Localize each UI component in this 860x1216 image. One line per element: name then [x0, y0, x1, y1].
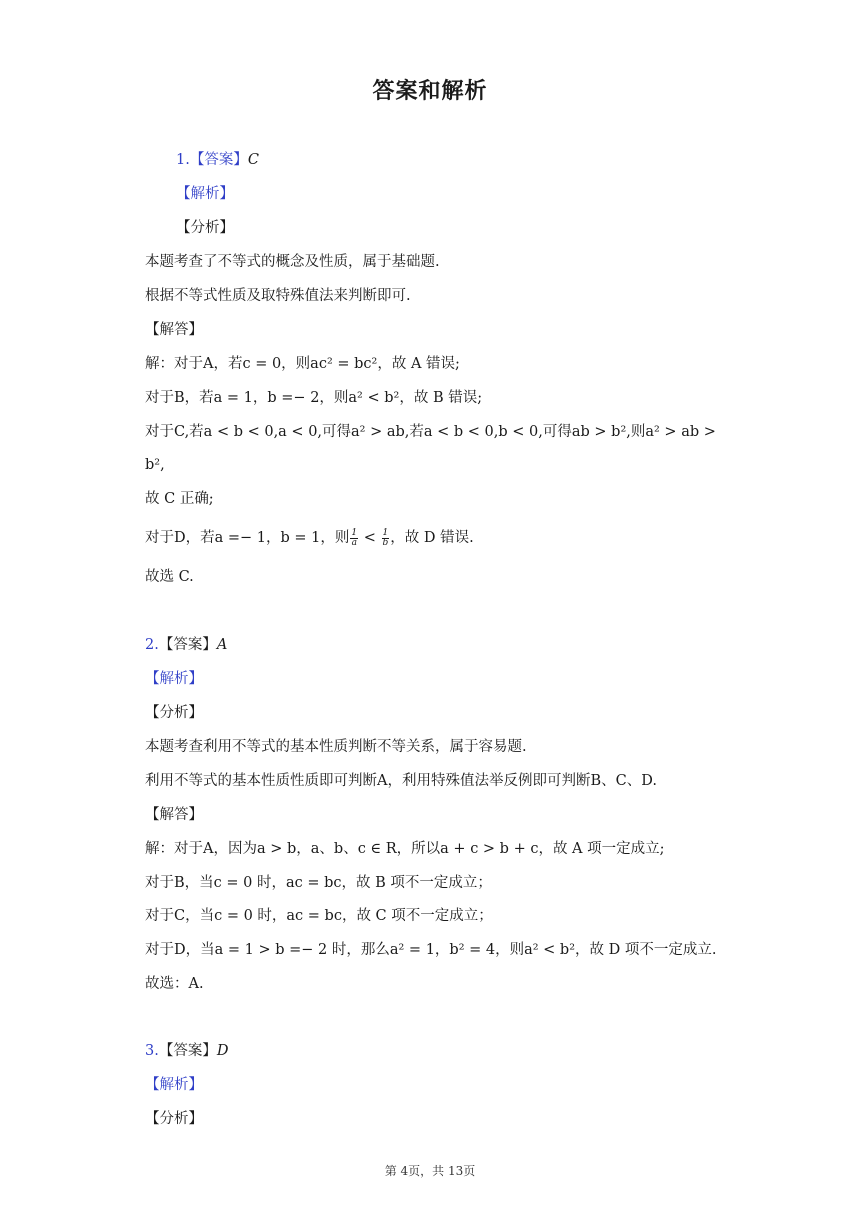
q2-solution-4: 对于D，当a = 1 > b =− 2 时，那么a² = 1，b² = 4，则a² < b²，故 D 项不一定成立.	[145, 942, 717, 958]
q1-fenxi: 【分析】	[176, 220, 234, 236]
q1-s5-prefix: 对于D，若a =− 1，b = 1，则	[145, 530, 350, 546]
q2-answer-line	[145, 635, 227, 655]
q1-jiexi: 【解析】	[176, 186, 234, 202]
fraction-1-over-a	[350, 529, 358, 548]
page-footer: 第 4页，共 13页	[384, 1164, 476, 1178]
q3-answer: D	[216, 1043, 229, 1059]
q2-answer-tag: 【答案】	[158, 637, 217, 653]
frac2-denominator: b	[382, 537, 389, 548]
q2-solution-5: 故选：A.	[145, 976, 204, 992]
q1-answer-tag: 【答案】	[189, 152, 248, 168]
q3-number: 3.	[145, 1043, 159, 1059]
q2-solution-1: 解：对于A，因为a > b，a、b、c ∈ R，所以a + c > b + c，故 A 项一定成立;	[145, 841, 665, 857]
q2-jiexi: 【解析】	[145, 671, 203, 687]
q1-fenxi-text-2: 根据不等式性质及取特殊值法来判断即可.	[145, 288, 411, 304]
q1-jieda: 【解答】	[145, 322, 203, 338]
q1-solution-1: 解：对于A，若c = 0，则ac² = bc²，故 A 错误;	[145, 356, 460, 372]
q1-s5-lt: <	[359, 530, 381, 546]
q1-answer: C	[247, 152, 259, 168]
q2-solution-2: 对于B，当c = 0 时，ac = bc，故 B 项不一定成立；	[145, 875, 492, 891]
q2-number: 2.	[145, 637, 159, 653]
q1-solution-4: 故 C 正确;	[145, 491, 214, 507]
q1-solution-3: 对于C,若a < b < 0,a < 0,可得a² > ab,若a < b < 0,b < 0,可得ab > b²,则a² > ab >	[145, 424, 716, 440]
q2-solution-3: 对于C，当c = 0 时，ac = bc，故 C 项不一定成立；	[145, 908, 493, 924]
q1-fenxi-text-1: 本题考查了不等式的概念及性质，属于基础题.	[145, 254, 440, 270]
frac1-denominator: a	[351, 537, 357, 548]
q2-fenxi-text-1: 本题考查利用不等式的基本性质判断不等关系，属于容易题.	[145, 739, 527, 755]
q3-answer-tag: 【答案】	[158, 1043, 217, 1059]
q1-solution-3b: b²,	[145, 457, 165, 473]
fraction-1-over-b	[382, 529, 390, 548]
q2-jieda: 【解答】	[145, 807, 203, 823]
q2-answer: A	[216, 637, 228, 653]
q3-jiexi: 【解析】	[145, 1077, 203, 1093]
q1-solution-2: 对于B，若a = 1，b =− 2，则a² < b²，故 B 错误;	[145, 390, 483, 406]
q2-fenxi: 【分析】	[145, 705, 203, 721]
frac1-numerator: 1	[351, 527, 358, 538]
q1-solution-5	[145, 528, 474, 548]
page-title: 答案和解析	[372, 79, 488, 104]
q1-s5-suffix: ，故 D 错误.	[390, 530, 474, 546]
q3-fenxi: 【分析】	[145, 1111, 203, 1127]
q2-fenxi-text-2: 利用不等式的基本性质性质即可判断A，利用特殊值法举反例即可判断B、C、D.	[145, 773, 657, 789]
q1-answer-line	[176, 150, 259, 170]
q1-number: 1.	[176, 152, 190, 168]
frac2-numerator: 1	[382, 527, 389, 538]
q3-answer-line	[145, 1041, 228, 1061]
q1-solution-6: 故选 C.	[145, 569, 194, 585]
